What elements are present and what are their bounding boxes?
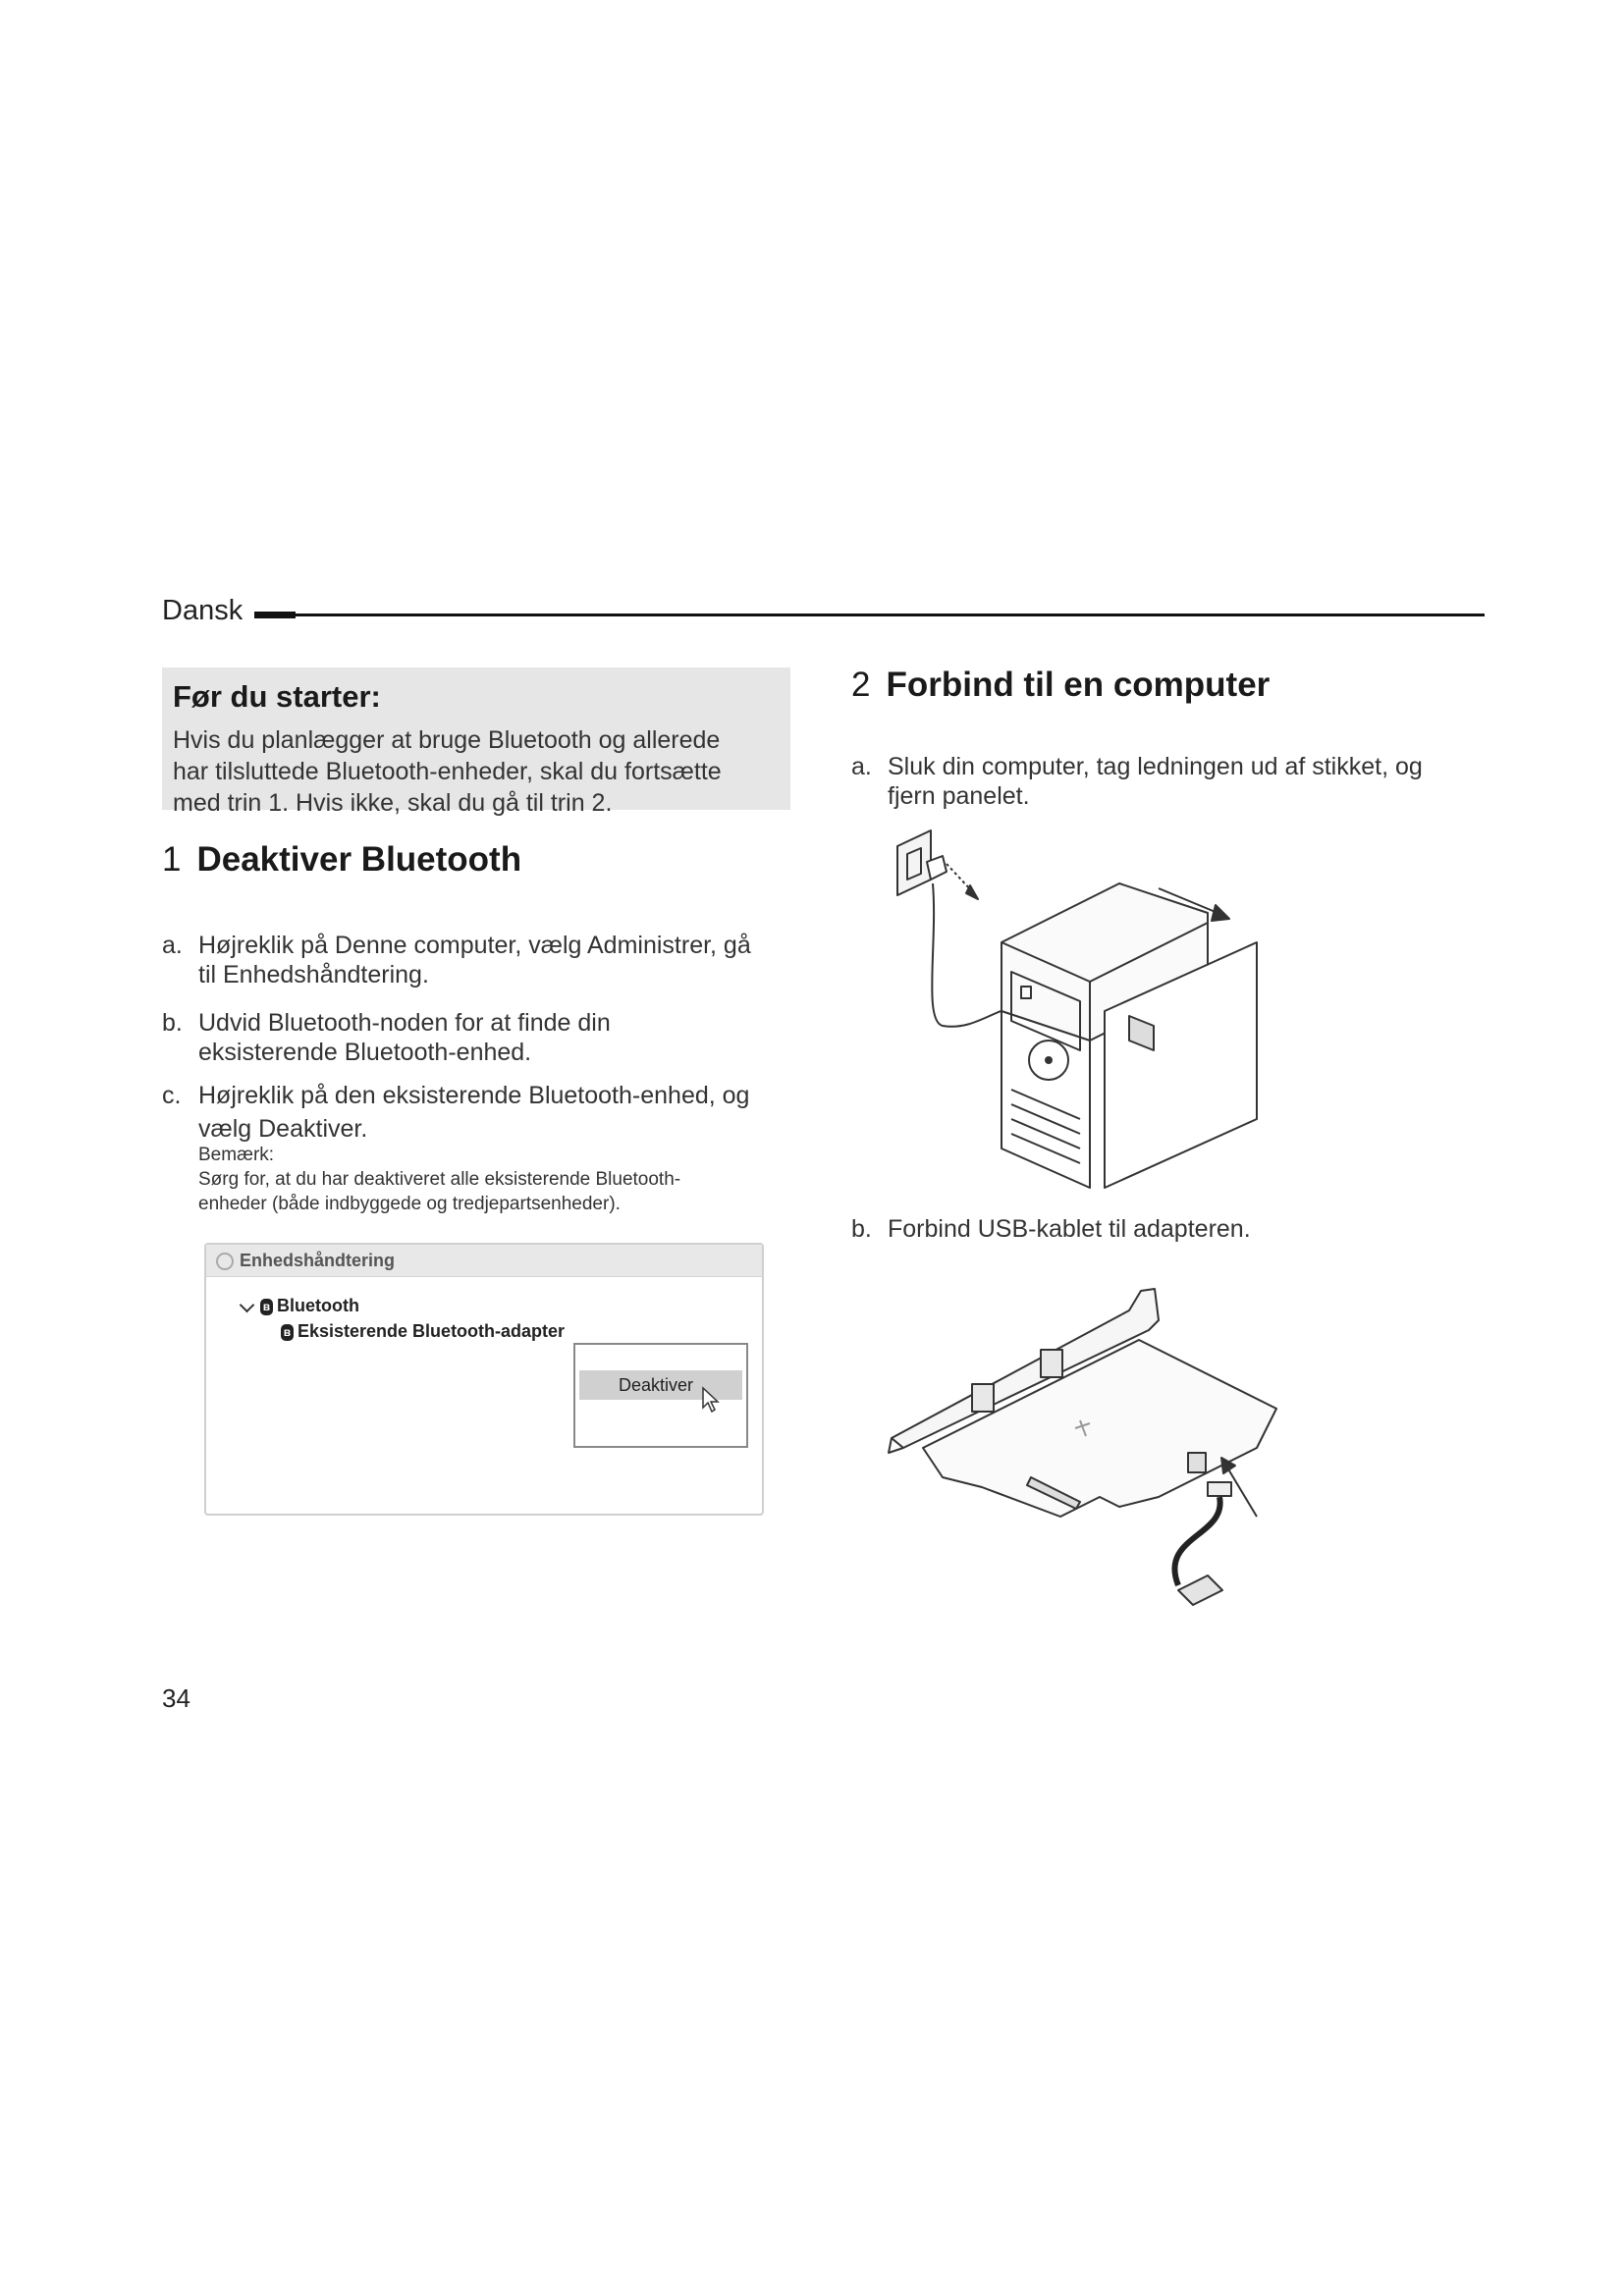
step-label: c. [162, 1082, 182, 1109]
language-label: Dansk [162, 595, 244, 626]
bluetooth-icon: ʙ [260, 1299, 273, 1315]
before-you-start-box [162, 667, 790, 817]
disable-menu-label: Deaktiver [619, 1375, 694, 1395]
context-menu [573, 1343, 748, 1448]
step-line: Udvid Bluetooth-noden for at finde din [198, 1009, 611, 1037]
bluetooth-node[interactable] [242, 1296, 359, 1316]
step-label: a. [162, 932, 183, 959]
section-number: 2 [851, 666, 871, 704]
bluetooth-icon: ʙ [281, 1324, 294, 1341]
remark-title: Bemærk: [198, 1145, 275, 1165]
page-number: 34 [162, 1683, 190, 1713]
step-line: vælg Deaktiver. [198, 1115, 368, 1143]
step-line: Forbind USB-kablet til adapteren. [888, 1215, 1251, 1243]
step-label: b. [162, 1009, 183, 1037]
section-number: 1 [162, 840, 182, 879]
bluetooth-node-label: Bluetooth [277, 1296, 359, 1315]
device-manager-window [204, 1243, 764, 1516]
section-1-heading [162, 840, 521, 880]
computer-tower-illustration [884, 825, 1276, 1198]
step-line: Højreklik på Denne computer, vælg Administrer, gå [198, 932, 751, 959]
remark-line: Sørg for, at du har deaktiveret alle eksisterende Bluetooth- [198, 1169, 681, 1190]
step-label: a. [851, 753, 872, 780]
section-title: Forbind til en computer [886, 666, 1271, 704]
device-manager-titlebar [206, 1245, 762, 1277]
device-manager-icon [216, 1253, 234, 1270]
section-title: Deaktiver Bluetooth [196, 840, 522, 879]
remark-line: enheder (både indbyggede og tredjepartsenheder). [198, 1194, 621, 1214]
step-line: fjern panelet. [888, 782, 1030, 810]
step-1a [162, 931, 800, 989]
step-2a [851, 752, 1489, 811]
cursor-icon [701, 1386, 725, 1414]
step-line: til Enhedshåndtering. [198, 961, 429, 988]
bluetooth-device-label: Eksisterende Bluetooth-adapter [298, 1321, 566, 1341]
note-body [173, 724, 780, 819]
step-1b [162, 1008, 800, 1067]
step-line: eksisterende Bluetooth-enhed. [198, 1039, 532, 1066]
bluetooth-device[interactable] [281, 1321, 565, 1342]
step-1c [162, 1081, 800, 1144]
chevron-down-icon[interactable] [240, 1297, 255, 1312]
note-line: Hvis du planlægger at bruge Bluetooth og allerede [173, 726, 721, 754]
remark [198, 1143, 807, 1216]
header-rule [293, 614, 1485, 616]
header-rule-accent [254, 612, 296, 618]
section-2-heading [851, 666, 1270, 705]
step-label: b. [851, 1215, 872, 1243]
pcie-adapter-illustration [884, 1252, 1316, 1625]
step-2b [851, 1214, 1489, 1244]
note-line: med trin 1. Hvis ikke, skal du gå til trin 2. [173, 789, 613, 817]
device-manager-title: Enhedshåndtering [240, 1251, 396, 1270]
note-line: har tilsluttede Bluetooth-enheder, skal du fortsætte [173, 758, 722, 785]
step-line: Højreklik på den eksisterende Bluetooth-enhed, og [198, 1082, 750, 1109]
step-line: Sluk din computer, tag ledningen ud af stikket, og [888, 753, 1423, 780]
note-title: Før du starter: [173, 679, 381, 714]
